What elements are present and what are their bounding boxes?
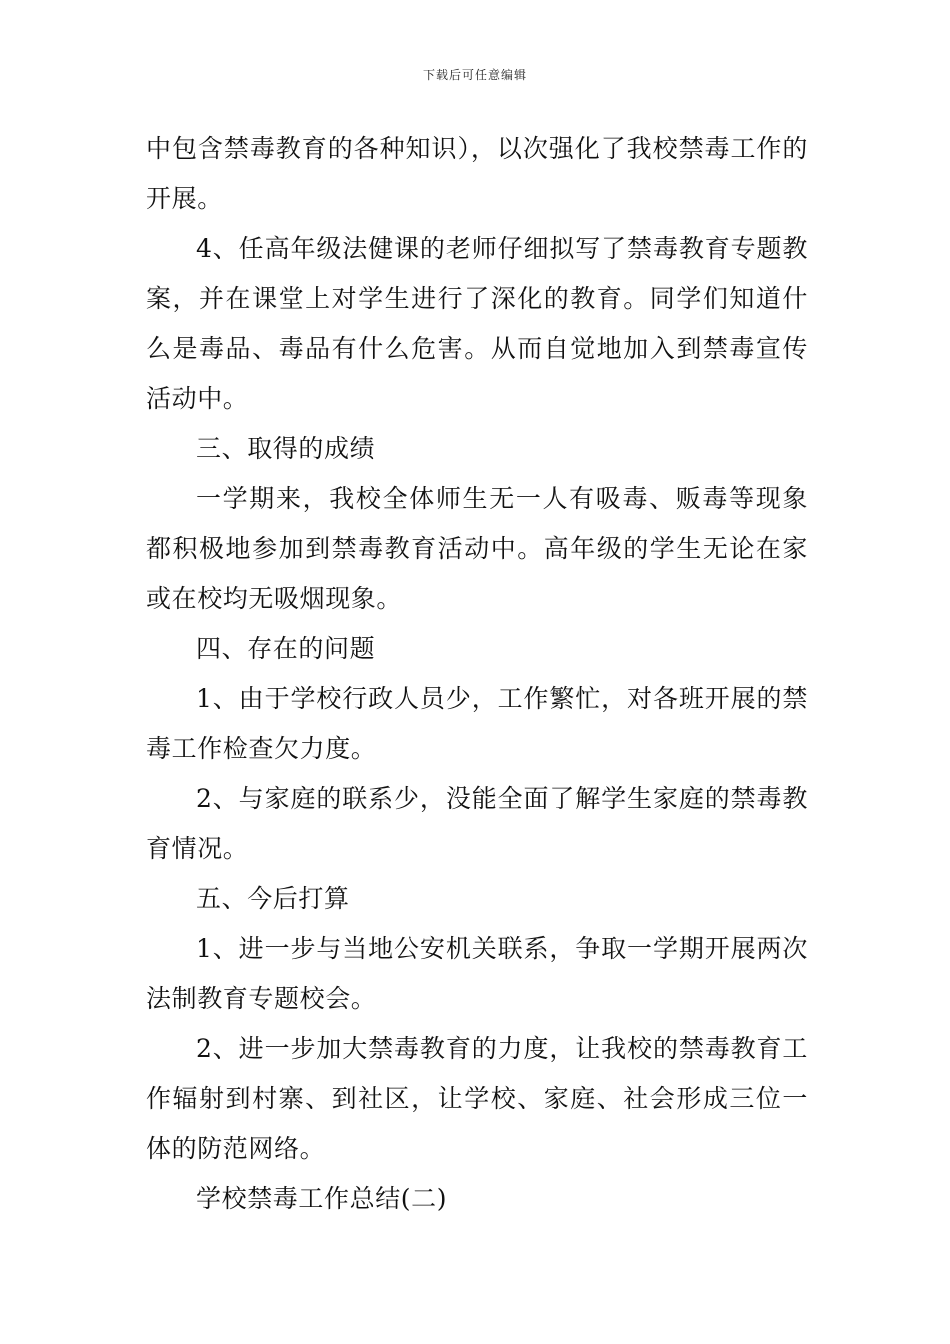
section-heading-plans: 五、今后打算 <box>196 884 350 913</box>
page-header-note: 下载后可任意编辑 <box>422 68 527 82</box>
paragraph-item-4: 4、任高年级法健课的老师仔细拟写了禁毒教育专题教案，并在课堂上对学生进行了深化的教育。同学们知道什么是毒品、毒品有什么危害。从而自觉地加入到禁毒宣传活动中。 <box>146 234 808 413</box>
paragraph-achievements: 一学期来，我校全体师生无一人有吸毒、贩毒等现象都积极地参加到禁毒教育活动中。高年级的学生无论在家或在校均无吸烟现象。 <box>146 484 808 613</box>
paragraph-continuation: 中包含禁毒教育的各种知识），以次强化了我校禁毒工作的开展。 <box>146 134 808 213</box>
document-body <box>146 124 808 1224</box>
section-heading-achievements: 三、取得的成绩 <box>196 434 376 463</box>
document-subtitle: 学校禁毒工作总结(二) <box>196 1184 448 1213</box>
section-heading-problems: 四、存在的问题 <box>196 634 376 663</box>
paragraph-plan-2: 2、进一步加大禁毒教育的力度，让我校的禁毒教育工作辐射到村寨、到社区，让学校、家庭、社会形成三位一体的防范网络。 <box>146 1034 808 1163</box>
paragraph-problem-2: 2、与家庭的联系少，没能全面了解学生家庭的禁毒教育情况。 <box>146 784 808 863</box>
paragraph-problem-1: 1、由于学校行政人员少，工作繁忙，对各班开展的禁毒工作检查欠力度。 <box>146 684 808 763</box>
paragraph-plan-1: 1、进一步与当地公安机关联系，争取一学期开展两次法制教育专题校会。 <box>146 934 808 1013</box>
